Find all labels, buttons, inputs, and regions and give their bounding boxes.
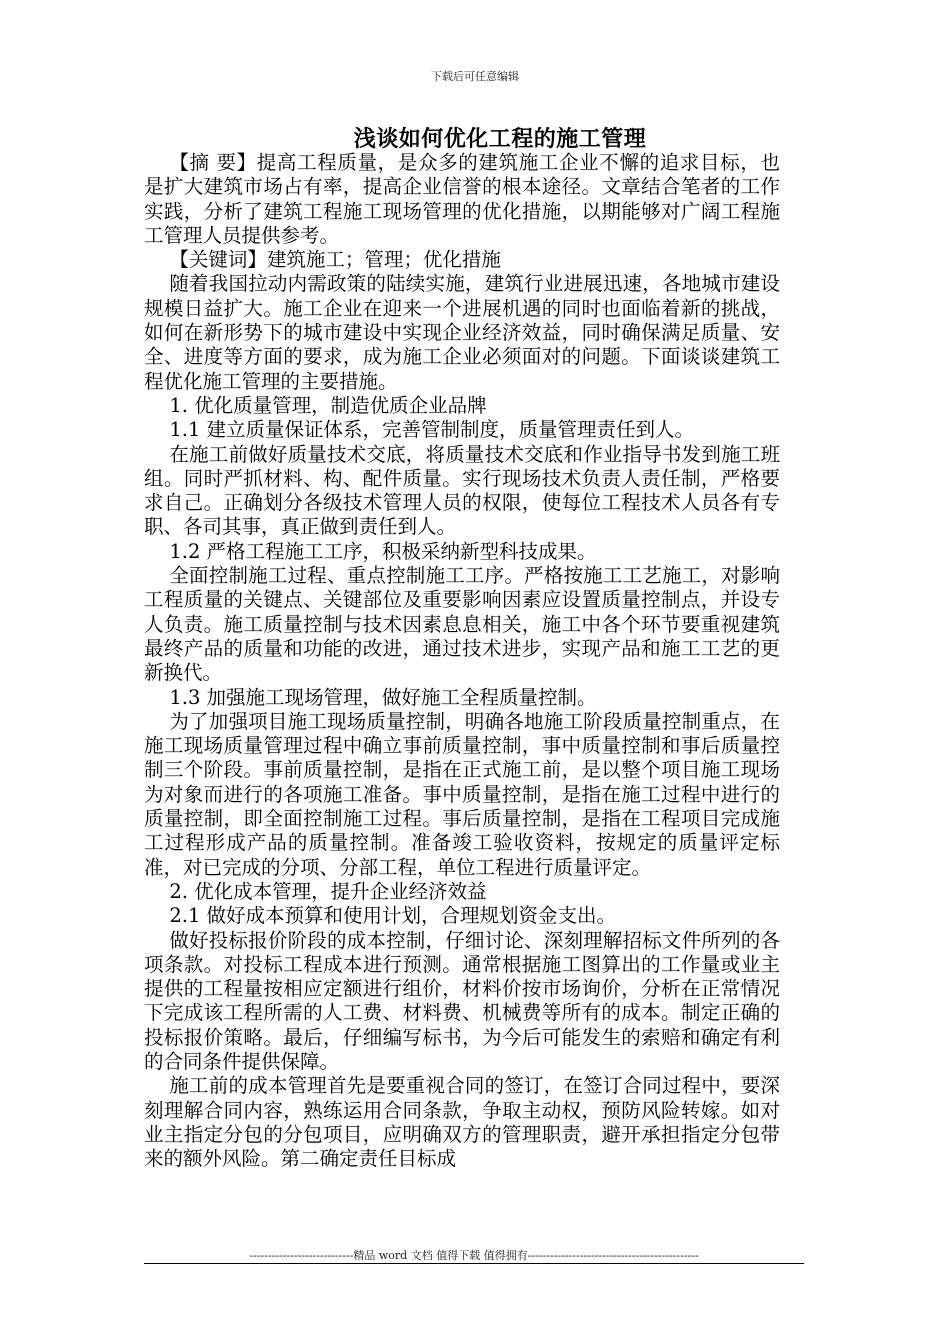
footer-divider xyxy=(144,1263,804,1264)
header-note: 下载后可任意编辑 xyxy=(431,70,519,83)
body-paragraph: 在施工前做好质量技术交底，将质量技术交底和作业指导书发到施工班组。同时严抓材料、构、配件质量。实行现场技术负责人责任制，严格要求自己。正确划分各级技术管理人员的权限，使每位工程技术人员各有专职、各司其事，真正做到责任到人。 xyxy=(144,442,780,539)
document-body xyxy=(144,151,780,1171)
section-heading: 1. 优化质量管理，制造优质企业品牌 xyxy=(169,393,487,417)
subsection-heading: 1.1 建立质量保证体系，完善管制制度，质量管理责任到人。 xyxy=(169,418,695,442)
body-paragraph: 全面控制施工过程、重点控制施工工序。严格按施工工艺施工，对影响工程质量的关键点、关键部位及重要影响因素应设置质量控制点，并设专人负责。施工质量控制与技术因素息息相关，施工中各个环节要重视建筑最终产品的质量和功能的改进，通过技术进步，实现产品和施工工艺的更新换代。 xyxy=(144,564,780,685)
body-paragraph: 做好投标报价阶段的成本控制，仔细讨论、深刻理解招标文件所列的各项条款。对投标工程成本进行预测。通常根据施工图算出的工作量或业主提供的工程量按相应定额进行组价，材料价按市场询价，分析在正常情况下完成该工程所需的人工费、材料费、机械费等所有的成本。制定正确的投标报价策略。最后，仔细编写标书，为今后可能发生的索赔和确定有利的合同条件提供保障。 xyxy=(144,928,780,1073)
body-paragraph: 施工前的成本管理首先是要重视合同的签订，在签订合同过程中，要深刻理解合同内容，熟练运用合同条款，争取主动权，预防风险转嫁。如对业主指定分包的分包项目，应明确双方的管理职责，避开承担指定分包带来的额外风险。第二确定责任目标成 xyxy=(144,1074,780,1171)
abstract-paragraph: 【摘 要】提高工程质量，是众多的建筑施工企业不懈的追求目标，也是扩大建筑市场占有率，提高企业信誉的根本途径。文章结合笔者的工作实践，分析了建筑工程施工现场管理的优化措施，以期能够对广阔工程施工管理人员提供参考。 xyxy=(144,151,780,247)
subsection-heading: 1.3 加强施工现场管理，做好施工全程质量控制。 xyxy=(169,685,597,709)
body-paragraph: 为了加强项目施工现场质量控制，明确各地施工阶段质量控制重点，在施工现场质量管理过程中确立事前质量控制，事中质量控制和事后质量控制三个阶段。事前质量控制，是指在正式施工前，是以整个项目施工现场为对象而进行的各项施工准备。事中质量控制，是指在施工过程中进行的质量控制，即全面控制施工过程。事后质量控制，是指在工程项目完成施工过程形成产品的质量控制。准备竣工验收资料，按规定的质量评定标准，对已完成的分项、分部工程，单位工程进行质量评定。 xyxy=(144,709,780,879)
body-paragraph: 随着我国拉动内需政策的陆续实施，建筑行业进展迅速，各地城市建设规模日益扩大。施工企业在迎来一个进展机遇的同时也面临着新的挑战，如何在新形势下的城市建设中实现企业经济效益，同时确保满足质量、安全、进度等方面的要求，成为施工企业必须面对的问题。下面谈谈建筑工程优化施工管理的主要措施。 xyxy=(144,272,780,393)
subsection-heading: 2.1 做好成本预算和使用计划，合理规划资金支出。 xyxy=(169,904,617,928)
subsection-heading: 1.2 严格工程施工工序，积极采纳新型科技成果。 xyxy=(169,539,597,563)
document-title: 浅谈如何优化工程的施工管理 xyxy=(353,126,647,152)
keywords-paragraph: 【关键词】建筑施工；管理；优化措施 xyxy=(169,248,501,272)
section-heading: 2. 优化成本管理，提升企业经济效益 xyxy=(169,879,487,903)
footer-text: ----------------------------精品 word 文档 值得下载 值得拥有---------------------------------------------- xyxy=(249,1249,699,1262)
